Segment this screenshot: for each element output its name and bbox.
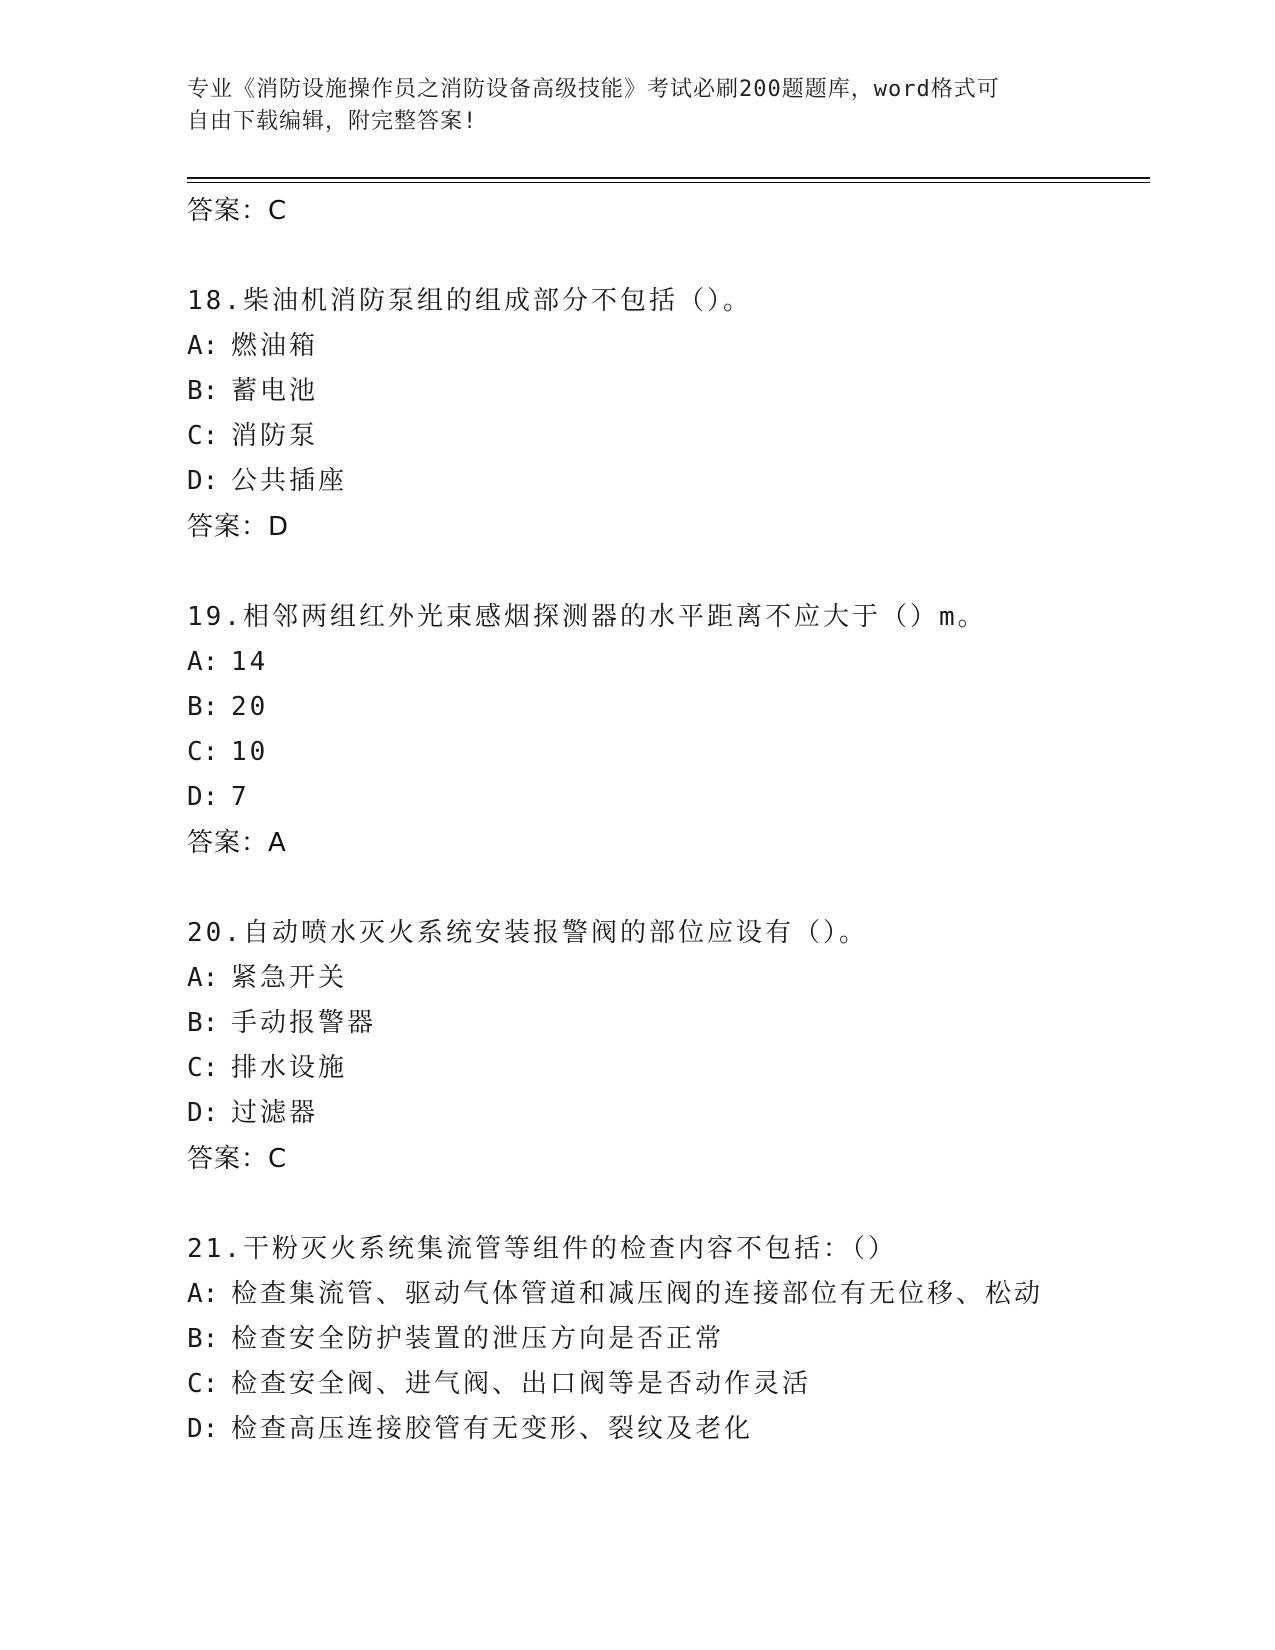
option-text: 紧急开关	[231, 963, 348, 993]
option-21-d	[187, 1407, 1150, 1452]
answer-17: 答案：C	[187, 196, 288, 226]
option-19-b	[187, 685, 1150, 730]
document-header	[187, 74, 1067, 138]
header-line-1: 专业《消防设施操作员之消防设备高级技能》考试必刷200题题库，word格式可	[187, 77, 1000, 102]
option-key: C:	[187, 1369, 219, 1399]
option-21-b	[187, 1317, 1150, 1362]
option-key: B:	[187, 692, 219, 722]
option-text: 20	[231, 692, 269, 722]
option-key: A:	[187, 1279, 219, 1309]
option-text: 7	[231, 782, 250, 812]
option-text: 公共插座	[231, 466, 348, 496]
option-18-c	[187, 414, 1150, 459]
question-block-19	[187, 594, 1150, 866]
option-key: B:	[187, 1008, 219, 1038]
option-text: 过滤器	[231, 1098, 319, 1128]
option-key: C:	[187, 737, 219, 767]
spacer	[187, 1182, 1150, 1226]
question-block-20	[187, 910, 1150, 1182]
option-key: B:	[187, 376, 219, 406]
option-20-b	[187, 1001, 1150, 1046]
option-19-c	[187, 730, 1150, 775]
option-text: 燃油箱	[231, 331, 319, 361]
spacer	[187, 550, 1150, 594]
option-key: A:	[187, 963, 219, 993]
option-text: 检查高压连接胶管有无变形、裂纹及老化	[231, 1414, 754, 1444]
header-line-2: 自由下载编辑，附完整答案!	[187, 109, 478, 134]
option-18-b	[187, 369, 1150, 414]
question-block-18	[187, 278, 1150, 550]
header-rule-thick	[187, 177, 1150, 179]
question-19-text: 19.相邻两组红外光束感烟探测器的水平距离不应大于（）m。	[187, 602, 987, 632]
question-list	[187, 188, 1150, 1452]
option-21-c	[187, 1362, 1150, 1407]
question-18-text: 18.柴油机消防泵组的组成部分不包括（）。	[187, 286, 752, 316]
option-18-d	[187, 459, 1150, 504]
option-key: D:	[187, 782, 219, 812]
option-text: 14	[231, 647, 269, 677]
answer-18: 答案：D	[187, 512, 290, 542]
question-21-text: 21.干粉灭火系统集流管等组件的检查内容不包括：（）	[187, 1234, 897, 1264]
option-key: A:	[187, 647, 219, 677]
answer-20: 答案：C	[187, 1144, 288, 1174]
option-20-a	[187, 956, 1150, 1001]
header-rule-thin	[187, 182, 1150, 183]
option-text: 10	[231, 737, 269, 767]
option-key: A:	[187, 331, 219, 361]
option-text: 手动报警器	[231, 1008, 377, 1038]
option-text: 检查安全防护装置的泄压方向是否正常	[231, 1324, 725, 1354]
option-20-c	[187, 1046, 1150, 1091]
option-19-a	[187, 640, 1150, 685]
option-key: C:	[187, 1053, 219, 1083]
option-text: 检查集流管、驱动气体管道和减压阀的连接部位有无位移、松动	[231, 1279, 1044, 1309]
spacer	[187, 234, 1150, 278]
question-20-text: 20.自动喷水灭火系统安装报警阀的部位应设有（）。	[187, 918, 868, 948]
option-key: B:	[187, 1324, 219, 1354]
answer-19: 答案：A	[187, 828, 287, 858]
option-key: D:	[187, 466, 219, 496]
option-text: 检查安全阀、进气阀、出口阀等是否动作灵活	[231, 1369, 812, 1399]
option-key: D:	[187, 1098, 219, 1128]
option-text: 消防泵	[231, 421, 319, 451]
option-key: D:	[187, 1414, 219, 1444]
option-21-a	[187, 1272, 1150, 1317]
option-20-d	[187, 1091, 1150, 1136]
option-text: 排水设施	[231, 1053, 348, 1083]
option-text: 蓄电池	[231, 376, 319, 406]
option-19-d	[187, 775, 1150, 820]
question-block-21	[187, 1226, 1150, 1452]
option-key: C:	[187, 421, 219, 451]
option-18-a	[187, 324, 1150, 369]
spacer	[187, 866, 1150, 910]
